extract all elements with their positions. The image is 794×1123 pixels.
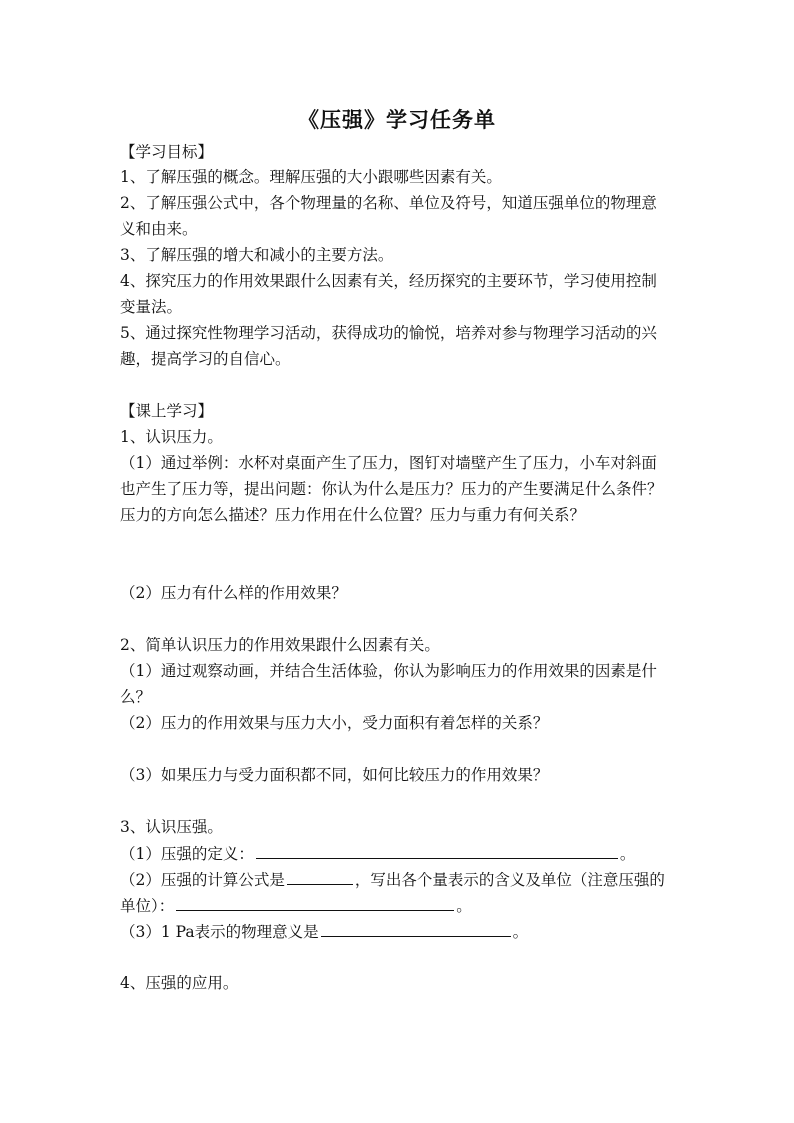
section-2-title: 2、简单认识压力的作用效果跟什么因素有关。 — [120, 636, 440, 654]
question-3-3-suffix: 。 — [512, 923, 529, 941]
units-answer-blank[interactable] — [176, 894, 454, 911]
objective-line: 趣，提高学习的自信心。 — [120, 350, 291, 368]
question-3-2-line2-suffix: 。 — [456, 897, 472, 915]
definition-answer-blank[interactable] — [256, 842, 618, 859]
question-3-2-mid: ，写出各个量表示的含义及单位（注意压强的 — [354, 871, 665, 889]
section-3-title: 3、认识压强。 — [120, 818, 223, 836]
question-3-2-line2-prefix: 单位）： — [120, 897, 175, 915]
objective-line: 4、探究压力的作用效果跟什么因素有关，经历探究的主要环节，学习使用控制 — [120, 272, 657, 290]
section-1-title: 1、认识压力。 — [120, 428, 223, 446]
formula-answer-blank[interactable] — [287, 868, 353, 885]
question-1-1-line: （1）通过举例：水杯对桌面产生了压力，图钉对墙壁产生了压力，小车对斜面 — [120, 454, 657, 472]
page-title: 《压强》学习任务单 — [298, 107, 496, 132]
question-2-1-line: （1）通过观察动画，并结合生活体验，你认为影响压力的作用效果的因素是什 — [120, 662, 657, 680]
question-2-3: （3）如果压力与受力面积都不同，如何比较压力的作用效果？ — [120, 766, 549, 784]
section-4-title: 4、压强的应用。 — [120, 974, 239, 992]
question-1-1-line: 也产生了压力等，提出问题：你认为什么是压力？压力的产生要满足什么条件？ — [120, 480, 663, 498]
question-3-2-line2 — [120, 894, 690, 917]
question-1-2: （2）压力有什么样的作用效果？ — [120, 584, 347, 602]
objective-line: 1、了解压强的概念。理解压强的大小跟哪些因素有关。 — [120, 168, 502, 186]
classwork-heading: 【课上学习】 — [120, 402, 214, 420]
objective-line: 2、了解压强公式中，各个物理量的名称、单位及符号，知道压强单位的物理意 — [120, 194, 657, 212]
question-3-1-suffix: 。 — [619, 845, 636, 863]
objective-line: 3、了解压强的增大和减小的主要方法。 — [120, 246, 394, 264]
question-3-3-prefix: （3）1 Pa表示的物理意义是 — [120, 923, 319, 941]
objective-line: 5、通过探究性物理学习活动，获得成功的愉悦，培养对参与物理学习活动的兴 — [120, 324, 657, 342]
question-3-3 — [120, 920, 690, 943]
question-3-2-prefix: （2）压强的计算公式是 — [120, 871, 285, 889]
question-3-1 — [120, 842, 690, 865]
objective-line: 变量法。 — [120, 298, 183, 316]
meaning-answer-blank[interactable] — [321, 920, 511, 937]
question-2-1-line: 么？ — [120, 688, 152, 706]
question-3-2 — [120, 868, 690, 891]
question-2-2: （2）压力的作用效果与压力大小，受力面积有着怎样的关系？ — [120, 714, 549, 732]
question-3-1-prefix: （1）压强的定义： — [120, 845, 254, 863]
objectives-heading: 【学习目标】 — [120, 143, 214, 161]
question-1-1-line: 压力的方向怎么描述？压力作用在什么位置？压力与重力有何关系？ — [120, 506, 586, 524]
objective-line: 义和由来。 — [120, 220, 198, 238]
